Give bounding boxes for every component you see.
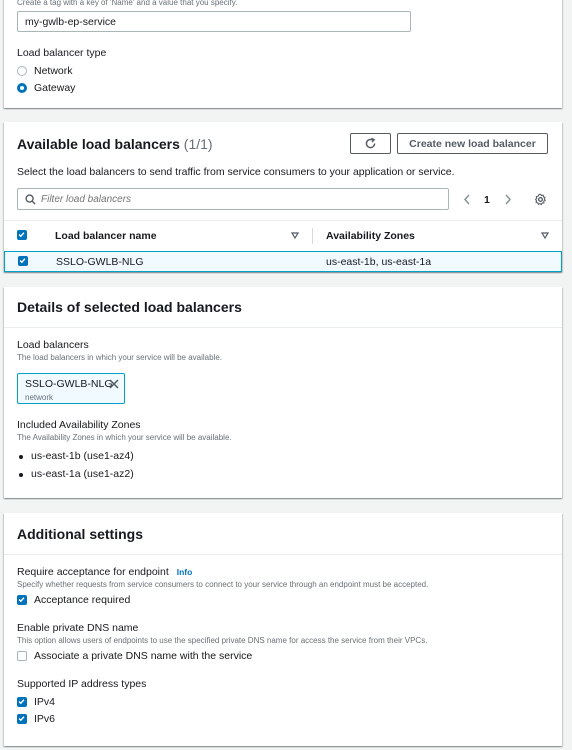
token-name: SSLO-GWLB-NLG — [25, 378, 113, 390]
info-link[interactable]: Info — [176, 567, 193, 577]
filter-caret-icon[interactable] — [541, 232, 549, 239]
bullet-icon — [19, 473, 23, 477]
available-lbs-description: Select the load balancers to send traffic from service consumers to your application or service. — [17, 166, 455, 178]
dns-label: Enable private DNS name — [17, 622, 139, 634]
az-hint: The Availability Zones in which your service will be available. — [17, 433, 232, 442]
page-number[interactable]: 1 — [484, 194, 490, 206]
row-lb-name: SSLO-GWLB-NLG — [56, 256, 144, 268]
create-new-lb-button[interactable]: Create new load balancer — [397, 133, 548, 154]
refresh-icon — [364, 137, 377, 150]
close-icon[interactable] — [109, 379, 119, 389]
az-label: Included Availability Zones — [17, 419, 141, 431]
filter-box[interactable] — [17, 188, 449, 210]
chevron-left-icon[interactable] — [463, 194, 471, 205]
selected-lb-token — [17, 373, 125, 404]
column-header-lb-name[interactable]: Load balancer name — [55, 230, 157, 242]
lb-type-network-radio[interactable] — [17, 66, 27, 76]
filter-input[interactable] — [41, 192, 441, 206]
table-row[interactable] — [4, 251, 562, 272]
additional-title: Additional settings — [17, 526, 143, 542]
settings-gear-icon[interactable] — [534, 193, 547, 206]
row-checkbox[interactable] — [18, 256, 28, 266]
ipv6-label[interactable]: IPv6 — [34, 713, 56, 725]
lb-type-label: Load balancer type — [17, 47, 107, 59]
row-azs: us-east-1b, us-east-1a — [326, 256, 432, 268]
ipv4-label[interactable]: IPv4 — [34, 696, 56, 708]
token-type: network — [25, 393, 54, 402]
acceptance-label-text: Require acceptance for endpoint — [17, 566, 169, 578]
bullet-icon — [19, 455, 23, 459]
list-item: us-east-1a (use1-az2) — [31, 468, 134, 480]
search-icon — [25, 194, 36, 205]
filter-caret-icon[interactable] — [291, 232, 299, 239]
ip-types-label: Supported IP address types — [17, 678, 147, 690]
available-lbs-title-text: Available load balancers — [17, 136, 180, 152]
acceptance-checkbox-label[interactable]: Acceptance required — [34, 594, 131, 606]
details-panel — [4, 287, 562, 498]
refresh-button[interactable] — [350, 133, 391, 154]
details-title: Details of selected load balancers — [17, 299, 242, 315]
acceptance-hint: Specify whether requests from service consumers to connect to your service through an endpoint must be accepted. — [17, 580, 429, 589]
column-header-azs[interactable]: Availability Zones — [326, 230, 415, 242]
acceptance-checkbox[interactable] — [17, 595, 27, 605]
ipv4-checkbox[interactable] — [17, 697, 27, 707]
name-tag-input[interactable] — [17, 11, 411, 32]
dns-hint: This option allows users of endpoints to use the specified private DNS name for access the service from their VPCs. — [17, 636, 428, 645]
lb-hint: The load balancers in which your service will be available. — [17, 353, 222, 362]
dns-checkbox[interactable] — [17, 651, 27, 661]
name-tag-hint: Create a tag with a key of 'Name' and a value that you specify. — [17, 0, 238, 7]
column-divider — [312, 228, 313, 244]
additional-settings-panel — [4, 513, 562, 746]
lb-type-gateway-label[interactable]: Gateway — [34, 82, 76, 94]
available-lbs-count: (1/1) — [183, 136, 213, 152]
lb-type-gateway-radio[interactable] — [17, 83, 27, 93]
available-lbs-panel — [4, 122, 562, 272]
dns-checkbox-label[interactable]: Associate a private DNS name with the service — [34, 650, 253, 662]
list-item: us-east-1b (use1-az4) — [31, 450, 134, 462]
tag-panel — [4, 0, 562, 108]
acceptance-label — [17, 566, 192, 578]
ipv6-checkbox[interactable] — [17, 714, 27, 724]
chevron-right-icon[interactable] — [504, 194, 512, 205]
lb-label: Load balancers — [17, 339, 89, 351]
select-all-checkbox[interactable] — [17, 230, 27, 240]
lb-type-network-label[interactable]: Network — [34, 65, 73, 77]
available-lbs-title — [17, 136, 213, 152]
